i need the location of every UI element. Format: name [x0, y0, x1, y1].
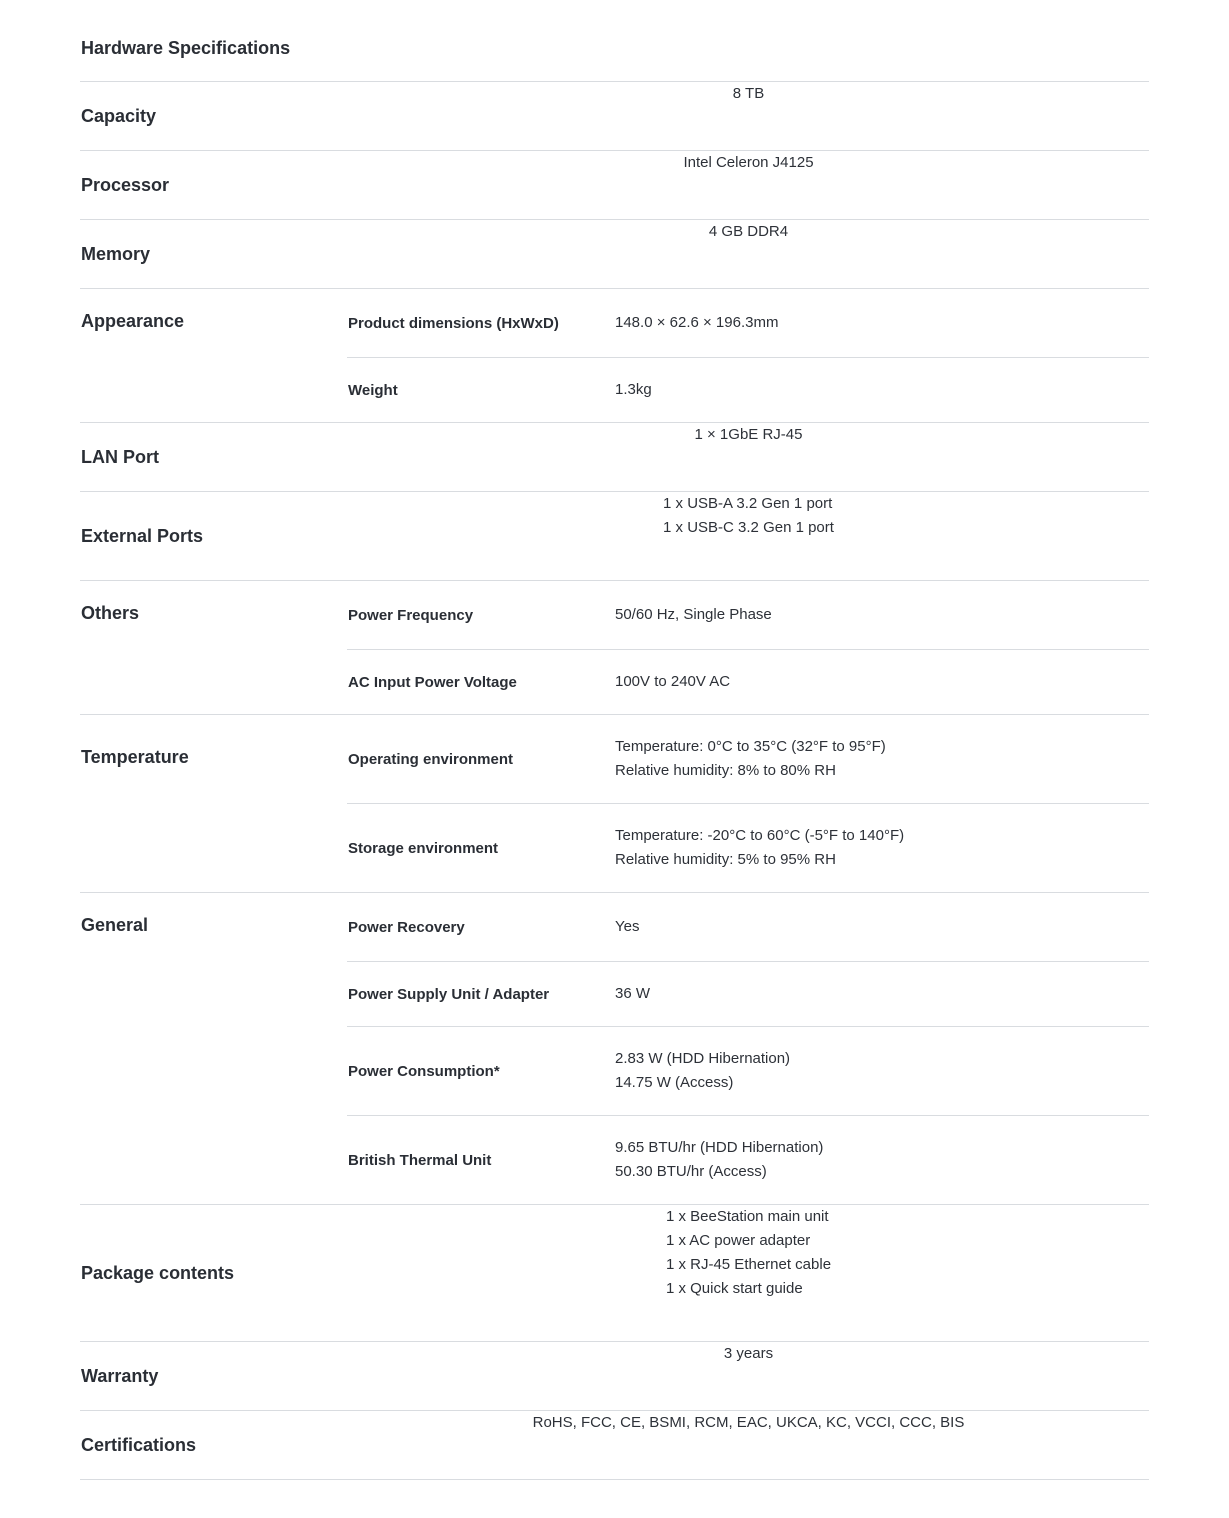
sub-value: 100V to 240V AC [615, 673, 731, 690]
sub-value [615, 915, 1149, 939]
sub-value [615, 1047, 1149, 1095]
spec-value-line: 1 x RJ-45 Ethernet cable [665, 1256, 832, 1273]
spec-row-certifications [80, 1411, 1149, 1480]
spec-label: Appearance [81, 311, 185, 331]
spec-value-line: 1 x AC power adapter [665, 1232, 811, 1249]
sub-value-line: 9.65 BTU/hr (HDD Hibernation) [615, 1139, 824, 1156]
sub-label: Power Supply Unit / Adapter [348, 985, 550, 1003]
sub-row [347, 804, 1149, 892]
sub-value-line: 2.83 W (HDD Hibernation) [615, 1050, 791, 1067]
spec-row-capacity [80, 82, 1149, 151]
sub-label: Power Frequency [348, 606, 474, 624]
sub-row [347, 1116, 1149, 1204]
sub-value [615, 982, 1149, 1006]
spec-label: LAN Port [81, 446, 159, 467]
sub-value-line: 36 W [615, 985, 651, 1002]
sub-row [347, 650, 1149, 714]
spec-value-line: 1 x USB-C 3.2 Gen 1 port [663, 519, 834, 536]
spec-label: General [81, 915, 149, 935]
spec-value: RoHS, FCC, CE, BSMI, RCM, EAC, UKCA, KC, VCCI, CCC, BIS [532, 1414, 965, 1431]
sub-value-line: 14.75 W (Access) [615, 1074, 734, 1091]
spec-value: 3 years [723, 1345, 774, 1362]
spec-row-package-contents [80, 1205, 1149, 1342]
sub-row [347, 1027, 1149, 1116]
sub-row [347, 581, 1149, 650]
sub-row [347, 893, 1149, 962]
spec-value: Intel Celeron J4125 [683, 154, 814, 171]
sub-value-line: 50.30 BTU/hr (Access) [615, 1163, 767, 1180]
spec-row-temperature [80, 715, 1149, 893]
spec-value: 8 TB [732, 85, 765, 102]
sub-label: Storage environment [348, 839, 499, 857]
sub-value: 1.3kg [615, 381, 652, 398]
sub-row [347, 289, 1149, 358]
spec-value: 1 × 1GbE RJ-45 [694, 426, 803, 443]
spec-row-memory [80, 220, 1149, 289]
sub-label: Weight [348, 381, 398, 399]
spec-value: 4 GB DDR4 [708, 223, 789, 240]
spec-row-processor [80, 151, 1149, 220]
spec-row-others [80, 581, 1149, 715]
spec-row-lan-port [80, 423, 1149, 492]
sub-value [615, 735, 1149, 783]
spec-row-appearance [80, 289, 1149, 423]
sub-value: 50/60 Hz, Single Phase [615, 606, 772, 623]
sub-row [347, 962, 1149, 1027]
spec-value-line: 1 x USB-A 3.2 Gen 1 port [663, 495, 833, 512]
sub-row [347, 358, 1149, 422]
sub-label: Operating environment [348, 750, 514, 768]
spec-row-warranty [80, 1342, 1149, 1411]
spec-label: Warranty [81, 1365, 159, 1386]
sub-value-line: Temperature: 0°C to 35°C (32°F to 95°F) [615, 738, 886, 755]
spec-row-general [80, 893, 1149, 1205]
spec-label: External Ports [81, 525, 204, 546]
sub-value: 148.0 × 62.6 × 196.3mm [615, 314, 779, 331]
sub-label: Power Consumption* [348, 1062, 500, 1080]
sub-value [615, 824, 1149, 872]
spec-label: Processor [81, 174, 170, 195]
spec-value [347, 492, 1149, 580]
sub-label: British Thermal Unit [348, 1151, 492, 1169]
spec-label: Certifications [81, 1434, 197, 1455]
sub-label: Product dimensions (HxWxD) [348, 314, 559, 332]
sub-label: Power Recovery [348, 918, 465, 936]
sub-value-line: Relative humidity: 8% to 80% RH [615, 762, 836, 779]
sub-row [347, 715, 1149, 804]
section-title: Hardware Specifications [80, 0, 1149, 82]
spec-label: Temperature [81, 747, 189, 767]
sub-label: AC Input Power Voltage [348, 673, 517, 691]
spec-row-external-ports [80, 492, 1149, 581]
spec-label: Package contents [81, 1262, 235, 1283]
spec-label: Memory [81, 243, 151, 264]
spec-value-line: 1 x Quick start guide [665, 1280, 803, 1297]
sub-value [615, 1136, 1149, 1184]
sub-value-line: Relative humidity: 5% to 95% RH [615, 851, 836, 868]
spec-value-line: 1 x BeeStation main unit [665, 1208, 829, 1225]
spec-label: Capacity [81, 105, 157, 126]
spec-label: Others [81, 603, 140, 623]
spec-value [347, 1205, 1149, 1341]
sub-value-line: Temperature: -20°C to 60°C (-5°F to 140°F) [615, 827, 905, 844]
sub-value-line: Yes [615, 918, 640, 935]
hardware-specifications [80, 0, 1149, 1480]
